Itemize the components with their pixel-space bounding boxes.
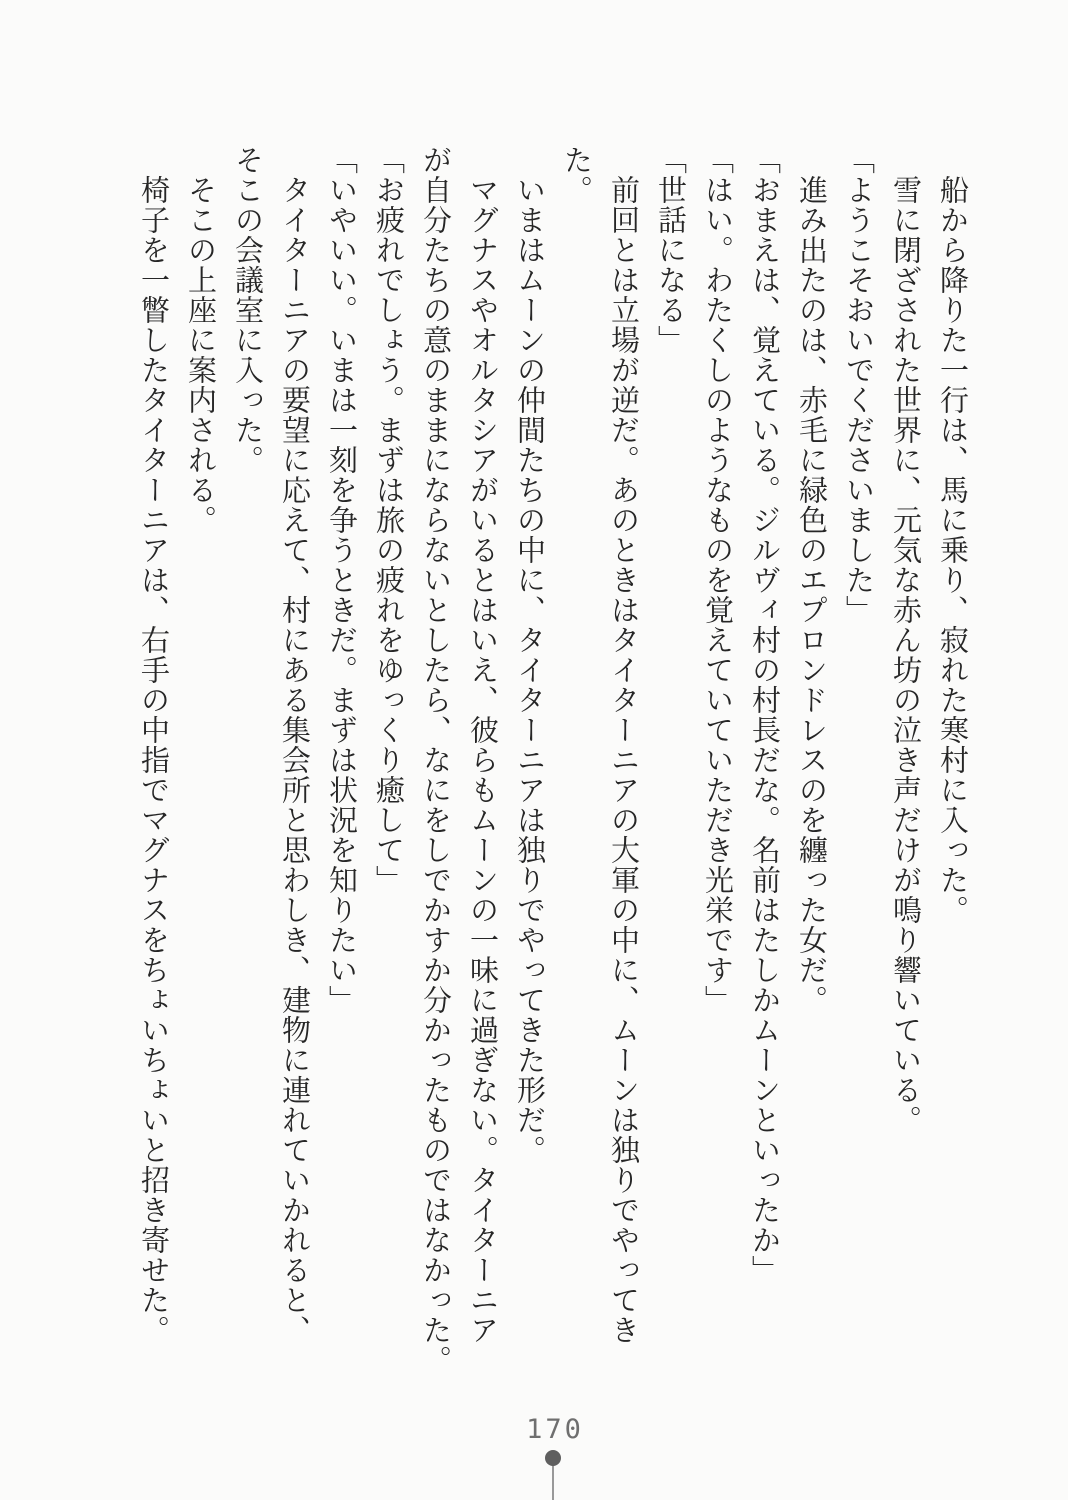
text-column-dialogue: 「お疲れでしょう。まずは旅の疲れをゆっくり癒して」 — [372, 145, 404, 895]
text-column-continuation: が自分たちの意のままにならないとしたら、なにをしでかすか分かったものではなかった。 — [419, 145, 451, 1375]
text-column: いまはムーンの仲間たちの中に、タイターニアは独りでやってきた形だ。 — [513, 175, 545, 1165]
text-column-dialogue: 「ようこそおいでくださいました」 — [842, 145, 874, 625]
text-column-continuation: そこの会議室に入った。 — [231, 145, 263, 475]
text-column: 進み出たのは、赤毛に緑色のエプロンドレスのを纏った女だ。 — [795, 175, 827, 1015]
text-column: そこの上座に案内される。 — [184, 175, 216, 535]
text-column: マグナスやオルタシアがいるとはいえ、彼らもムーンの一味に過ぎない。タイターニア — [466, 175, 498, 1345]
text-column: 前回とは立場が逆だ。あのときはタイターニアの大軍の中に、ムーンは独りでやってき — [607, 175, 639, 1345]
page-number: 170 — [526, 1414, 584, 1445]
text-column-dialogue: 「おまえは、覚えている。ジルヴィ村の村長だな。名前はたしかムーンといったか」 — [748, 145, 780, 1285]
text-column-dialogue: 「はい。わたくしのようなものを覚えていていただき光栄です」 — [701, 145, 733, 1015]
page-text — [129, 145, 975, 1385]
page-footer — [0, 1412, 1068, 1500]
text-column-continuation: た。 — [560, 145, 592, 205]
text-column: タイターニアの要望に応えて、村にある集会所と思わしき、建物に連れていかれると、 — [278, 175, 310, 1345]
reading-position-dot-icon — [545, 1450, 561, 1466]
text-column-dialogue: 「世話になる」 — [654, 145, 686, 355]
text-column: 椅子を一瞥したタイターニアは、右手の中指でマグナスをちょいちょいと招き寄せた。 — [137, 175, 169, 1345]
text-column-dialogue: 「いやいい。いまは一刻を争うときだ。まずは状況を知りたい」 — [325, 145, 357, 1015]
text-column: 雪に閉ざされた世界に、元気な赤ん坊の泣き声だけが鳴り響いている。 — [889, 175, 921, 1135]
text-column: 船から降りた一行は、馬に乗り、寂れた寒村に入った。 — [936, 175, 968, 925]
